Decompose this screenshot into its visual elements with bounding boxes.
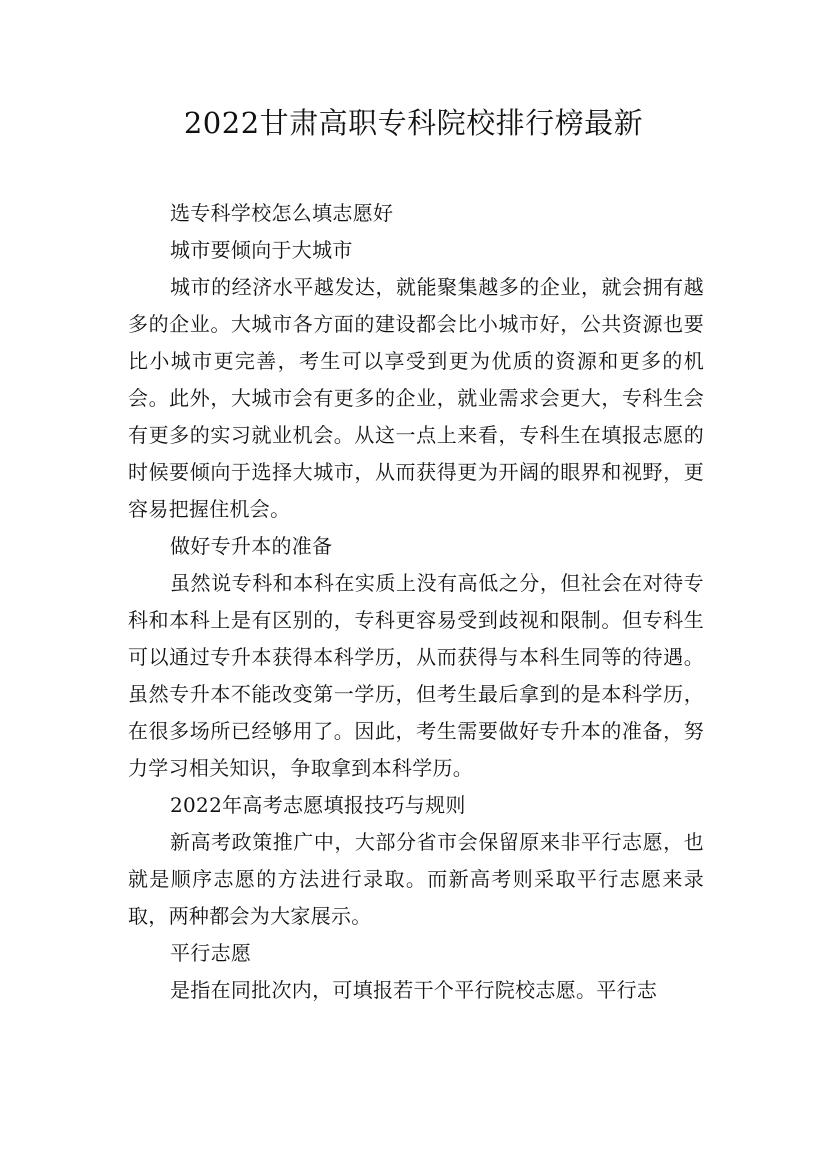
subheading-parallel-choice: 平行志愿 [170, 941, 252, 965]
document-title: 2022甘肃高职专科院校排行榜最新 [183, 106, 644, 140]
paragraph-upgrade-degree: 虽然说专科和本科在实质上没有高低之分，但社会在对待专科和本科上是有区别的，专科更容易受到歧视和限制。但专科生可以通过专升本获得本科学历，从而获得与本科生同等的待遇。虽然专升本不能改变第一学历，但考生最后拿到的是本科学历，在很多场所已经够用了。因此，考生需要做好专升本的准备，努力学习相关知识，争取拿到本科学历。 [128, 571, 704, 780]
paragraph-city-economy: 城市的经济水平越发达，就能聚集越多的企业，就会拥有越多的企业。大城市各方面的建设都会比小城市好，公共资源也要比小城市更完善，考生可以享受到更为优质的资源和更多的机会。此外，大城市会有更多的企业，就业需求会更大，专科生会有更多的实习就业机会。从这一点上来看，专科生在填报志愿的时候要倾向于选择大城市，从而获得更为开阔的眼界和视野，更容易把握住机会。 [128, 275, 704, 521]
subheading-application-tips: 2022年高考志愿填报技巧与规则 [170, 793, 466, 817]
heading-choose-college: 选专科学校怎么填志愿好 [170, 201, 394, 225]
document-body [128, 195, 704, 1009]
subheading-big-city: 城市要倾向于大城市 [170, 238, 353, 262]
paragraph-parallel-definition: 是指在同批次内，可填报若干个平行院校志愿。平行志 [170, 978, 658, 1002]
subheading-upgrade-prep: 做好专升本的准备 [170, 534, 333, 558]
paragraph-new-policy: 新高考政策推广中，大部分省市会保留原来非平行志愿，也就是顺序志愿的方法进行录取。而新高考则采取平行志愿来录取，两种都会为大家展示。 [128, 830, 704, 928]
